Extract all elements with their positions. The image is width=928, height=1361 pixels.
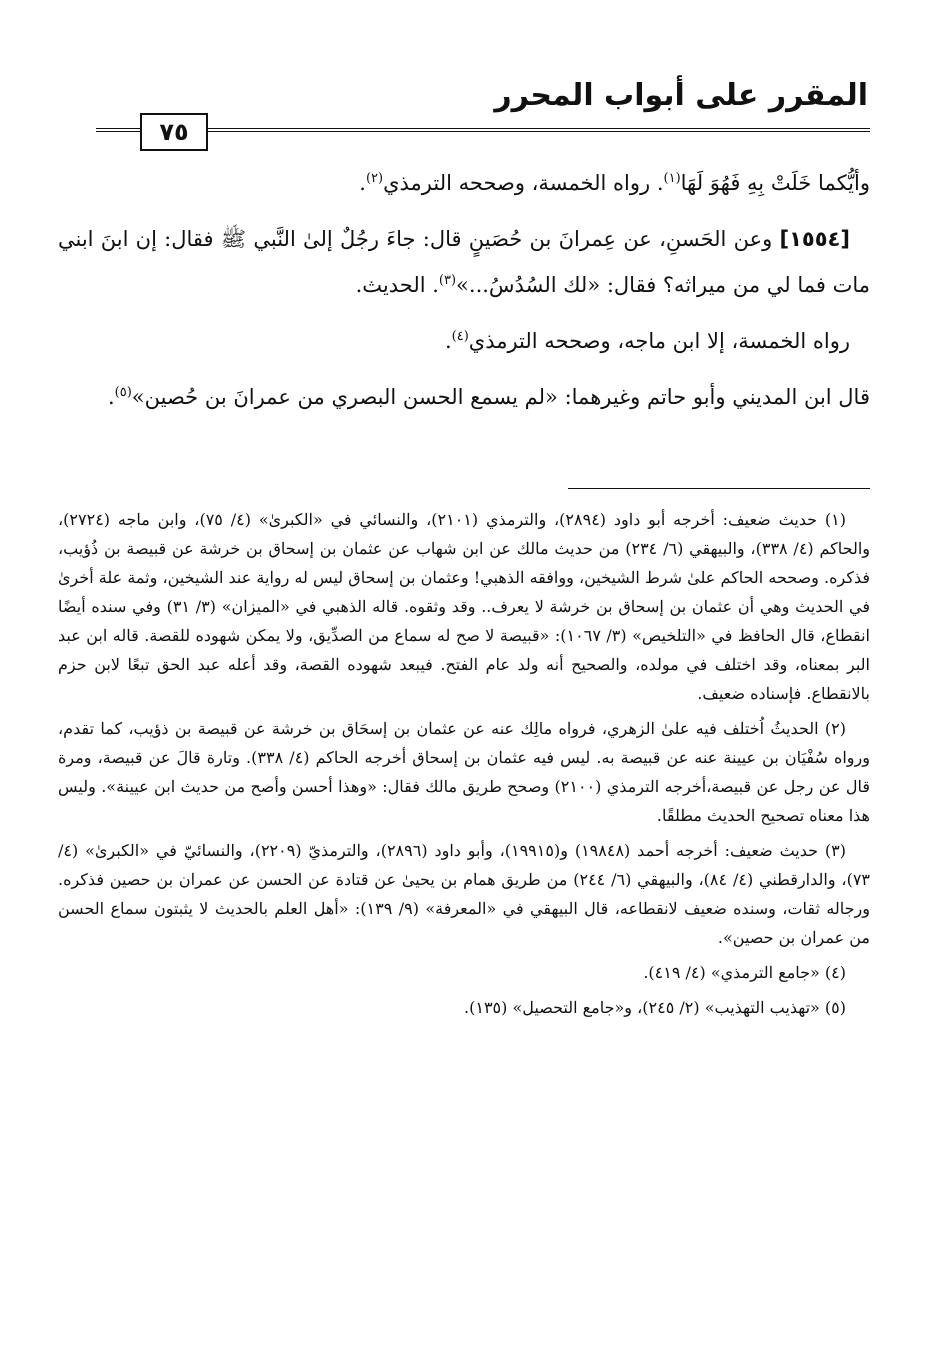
paragraph-1: وأيُّكما خَلَتْ بِهِ فَهُوَ لَهَا$^{(١)}$. رواه الخمسة، وصححه الترمذي$^{(٢)}$. (359, 171, 870, 195)
footnote-4: (٤) «جامع الترمذي» (٤/ ٤١٩). (643, 963, 846, 982)
footnote-1: (١) حديث ضعيف: أخرجه أبو داود (٢٨٩٤)، والترمذي (٢١٠١)، والنسائي في «الكبرىٰ» (٤/ ٧٥)، وابن ماجه (٢٧٢٤)، والحاكم (٤/ ٣٣٨)، والبيهقي (٦/ ٢٣٤) من حديث مالك عن ابن شهاب عن عثمان بن إسحاق بن خرشة عن قبيصة بن ذُؤيب، فذكره. وصححه الحاكم علىٰ شرط الشيخين، ووافقه الذهبي! وعثمان بن إسحاق ليس له رواية عند الشيخين، وثمة علة أخرىٰ في الحديث وهي أن عثمان بن إسحاق بن خرشة لا يعرف.. وقد وثقوه. قاله الذهبي في «الميزان» (٣/ ٣١) وفي سنده أيضًا انقطاع، قال الحافظ في «التلخيص» (٣/ ١٠٦٧): «قبيصة لا صح له سماع من الصدِّيق، ولا يمكن شهوده للقصة. قاله ابن عبد البر بمعناه، وقد اختلف في مولده، والصحيح أنه ولد عام الفتح. فيبعد شهوده القصة، وقد أعله عبد الحق تبعًا لابن حزم بالانقطاع. فإسناده ضعيف. (58, 510, 871, 703)
page-number-text: ٧٥ (159, 118, 189, 146)
main-text (58, 160, 870, 430)
footnote-ref-5: (٥) (114, 385, 132, 400)
footnote-3: (٣) حديث ضعيف: أخرجه أحمد (١٩٨٤٨) و(١٩٩١٥)، وأبو داود (٢٨٩٦)، والترمذيّ (٢٢٠٩)، والنسائيّ في «الكبرىٰ» (٤/ ٧٣)، والدارقطني (٤/ ٨٤)، والبيهقي (٦/ ٢٤٤) من طريق همام بن يحيىٰ عن قتادة عن الحسن عن عمران بن حصين فذكره. ورجاله ثقات، وسنده ضعيف لانقطاعه، قال البيهقي في «المعرفة» (٩/ ١٣٩): «أهل العلم بالحديث لا يثبتون سماع الحسن من عمران بن حصين». (58, 841, 871, 947)
header-rule (96, 128, 870, 132)
footnote-separator (568, 488, 870, 489)
paragraph-4: قال ابن المديني وأبو حاتم وغيرهما: «لم يسمع الحسن البصري من عمرانَ بن حُصين»$^{(٥)}$. (107, 385, 870, 409)
footnote-ref-3: (٣) (438, 273, 457, 288)
page-number (140, 113, 208, 151)
hadith-number: [١٥٥٤] (779, 227, 850, 251)
footnote-5: (٥) «تهذيب التهذيب» (٢/ ٢٤٥)، و«جامع التحصيل» (١٣٥). (464, 998, 846, 1017)
footnote-2: (٢) الحديثُ اُختلف فيه علىٰ الزهري، فرواه مالِك عنه عن عثمان بن إسحَاق بن خرشة عن قبيصة بن ذؤيب، كما تقدم، ورواه سُفْيَان بن عيينة عنه عن قبيصة به. ليس فيه عثمان بن إسحاق أخرجه الحاكم (٤/ ٣٣٨). وتارة قالَ عن قبيصة، ومرة قال عن رجل عن قبيصة،أخرجه الترمذي (٢١٠٠) وصحح طريق مالك فقال: «وهذا أحسن وأصح من حديث ابن عيينة». وليس هذا معناه تصحيح الحديث مطلقًا. (58, 719, 870, 825)
paragraph-hadith-1554: [١٥٥٤] وعن الحَسنِ، عن عِمرانَ بن حُصَينٍ قال: جاءَ رجُلٌ إلىٰ النَّبي ﷺ فقال: إن ابنَ ابني مات فما لي من ميراثه؟ فقال: «لك السُدُسُ...»$^{(٣)}$. الحديث. (58, 227, 870, 297)
running-title: المقرر على أبواب المحرر (494, 78, 868, 113)
footnote-ref-2: (٢) (365, 171, 384, 186)
footnote-ref-4: (٤) (451, 329, 469, 344)
footnotes (58, 505, 870, 1028)
paragraph-3: رواه الخمسة، إلا ابن ماجه، وصححه الترمذي$^{(٤)}$. (444, 329, 850, 353)
footnote-ref-1: (١) (663, 171, 681, 186)
